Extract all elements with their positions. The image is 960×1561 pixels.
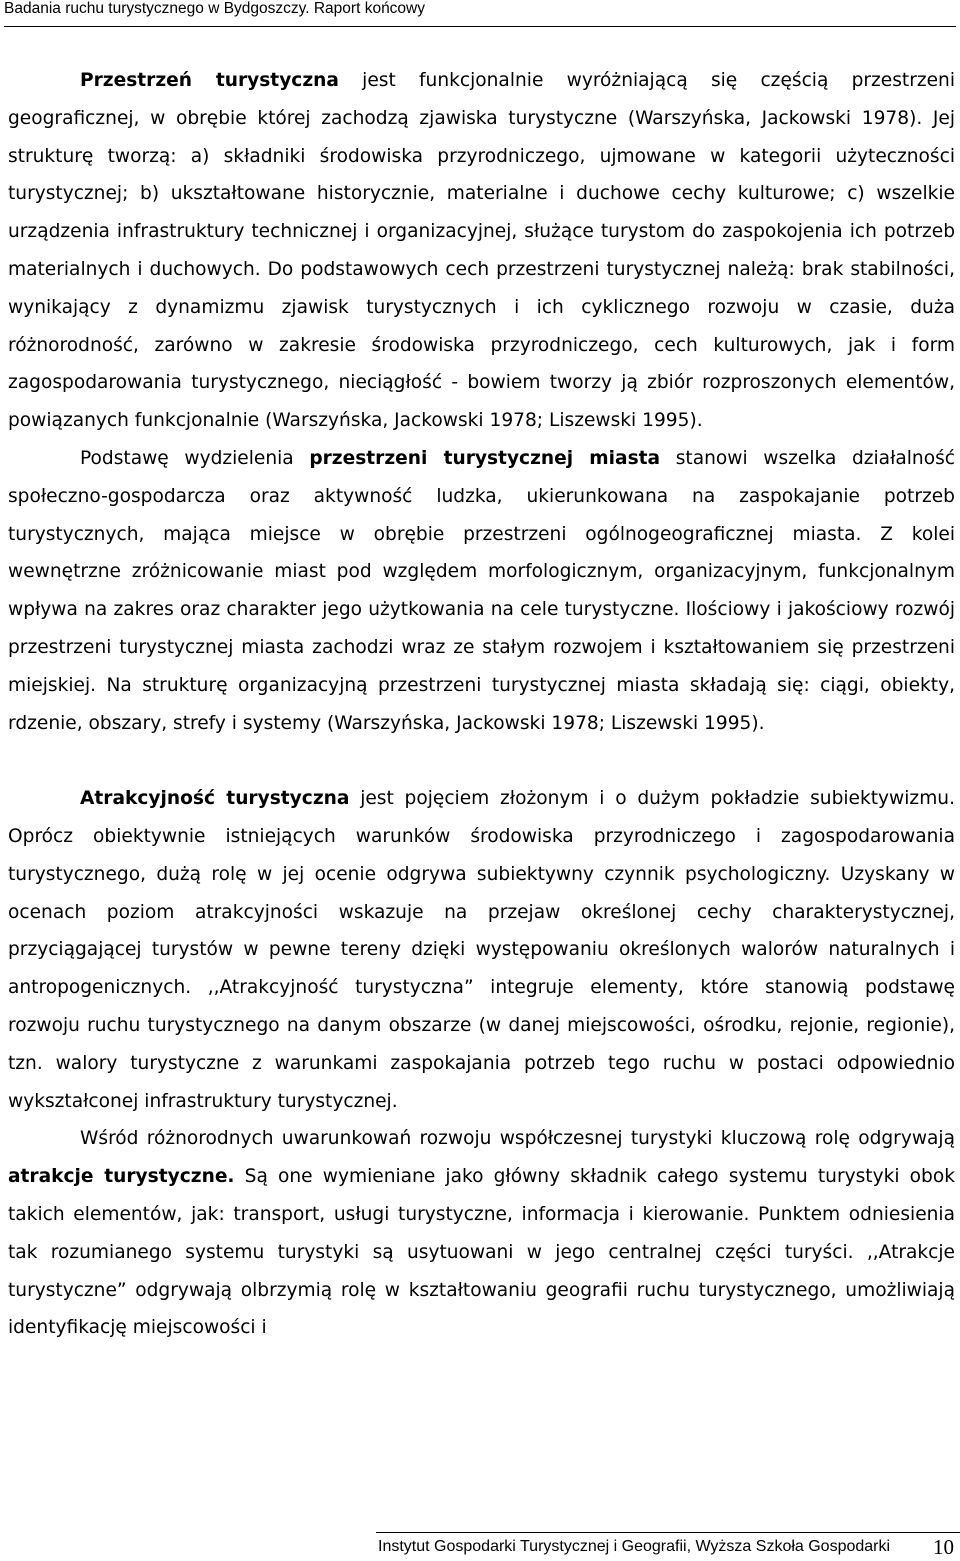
- paragraph-atrakcje-turystyczne: [8, 1120, 955, 1347]
- paragraph-text: Są one wymieniane jako główny składnik całego systemu turystyki obok takich elementów, jak: transport, usługi turystyczne, informacja i kierowanie. Punktem odniesienia tak rozumianego systemu turystyki są usytuowani w jego centralnej części turyści. ,,Atrakcje turystyczne” odgrywają olbrzymią rolę w kształtowaniu geografii ruchu turystycznego, umożliwiają identyfikację miejscowości i: [8, 1166, 955, 1339]
- paragraph-text: jest pojęciem złożonym i o dużym pokładzie subiektywizmu. Oprócz obiektywnie istniejących warunków środowiska przyrodniczego i zagospodarowania turystycznego, dużą rolę w jej ocenie odgrywa subiektywny czynnik psychologiczny. Uzyskany w ocenach poziom atrakcyjności wskazuje na przejaw określonej cechy charakterystycznej, przyciągającej turystów w pewne tereny dzięki występowaniu określonych walorów naturalnych i antropogenicznych. ,,Atrakcyjność turystyczna” integruje elementy, które stanowią podstawę rozwoju ruchu turystycznego na danym obszarze (w danej miejscowości, ośrodku, rejonie, regionie), tzn. walory turystyczne z warunkami zaspokajania potrzeb tego ruchu w postaci odpowiednio wykształconej infrastruktury turystycznej.: [8, 788, 955, 1112]
- page-number: 10: [933, 1535, 954, 1559]
- paragraph-text: jest funkcjonalnie wyróżniającą się częścią przestrzeni geograficznej, w obrębie której zachodzą zjawiska turystyczne (Warszyńska, Jackowski 1978). Jej strukturę tworzą: a) składniki środowiska przyrodniczego, ujmowane w kategorii użyteczności turystycznej; b) ukształtowane historycznie, materialne i duchowe cechy kulturowe; c) wszelkie urządzenia infrastruktury technicznej i organizacyjnej, służące turystom do zaspokojenia ich potrzeb materialnych i duchowych. Do podstawowych cech przestrzeni turystycznej należą: brak stabilności, wynikający z dynamizmu zjawisk turystycznych i ich cyklicznego rozwoju w czasie, duża różnorodność, zarówno w zakresie środowiska przyrodniczego, cech kulturowych, jak i form zagospodarowania turystycznego, nieciągłość - bowiem tworzy ją zbiór rozproszonych elementów, powiązanych funkcjonalnie (Warszyńska, Jackowski 1978; Liszewski 1995).: [8, 70, 956, 432]
- term-przestrzen-turystyczna: Przestrzeń turystyczna: [80, 70, 339, 91]
- paragraph-przestrzen-turystyczna-miasta: [8, 440, 955, 742]
- document-body: [8, 62, 955, 1347]
- paragraph-text: Podstawę wydzielenia: [80, 447, 310, 469]
- footer-divider: [376, 1532, 960, 1533]
- footer-institution: Instytut Gospodarki Turystycznej i Geografii, Wyższa Szkoła Gospodarki: [378, 1538, 891, 1555]
- page-header: [4, 0, 956, 27]
- term-przestrzen-turystyczna-miasta: przestrzeni turystycznej miasta: [309, 447, 661, 469]
- paragraph-text: Wśród różnorodnych uwarunkowań rozwoju współczesnej turystyki kluczową rolę odgrywają: [80, 1128, 955, 1150]
- header-title: Badania ruchu turystycznego w Bydgoszczy. Raport końcowy: [4, 0, 425, 17]
- term-atrakcyjnosc-turystyczna: Atrakcyjność turystyczna: [80, 788, 350, 810]
- paragraph-przestrzen-turystyczna: [8, 62, 955, 440]
- term-atrakcje-turystyczne: atrakcje turystyczne.: [8, 1166, 235, 1188]
- paragraph-atrakcyjnosc-turystyczna: [8, 780, 955, 1120]
- paragraph-text: stanowi wszelka działalność społeczno-gospodarcza oraz aktywność ludzka, ukierunkowana na zaspokajanie potrzeb turystycznych, mająca miejsce w obrębie przestrzeni ogólnogeograficznej miasta. Z kolei wewnętrzne zróżnicowanie miast pod względem morfologicznym, organizacyjnym, funkcjonalnym wpływa na zakres oraz charakter jego użytkowania na cele turystyczne. Ilościowy i jakościowy rozwój przestrzeni turystycznej miasta zachodzi wraz ze stałym rozwojem i kształtowaniem się przestrzeni miejskiej. Na strukturę organizacyjną przestrzeni turystycznej miasta składają się: ciągi, obiekty, rdzenie, obszary, strefy i systemy (Warszyńska, Jackowski 1978; Liszewski 1995).: [8, 447, 955, 734]
- page-footer: [0, 1532, 960, 1561]
